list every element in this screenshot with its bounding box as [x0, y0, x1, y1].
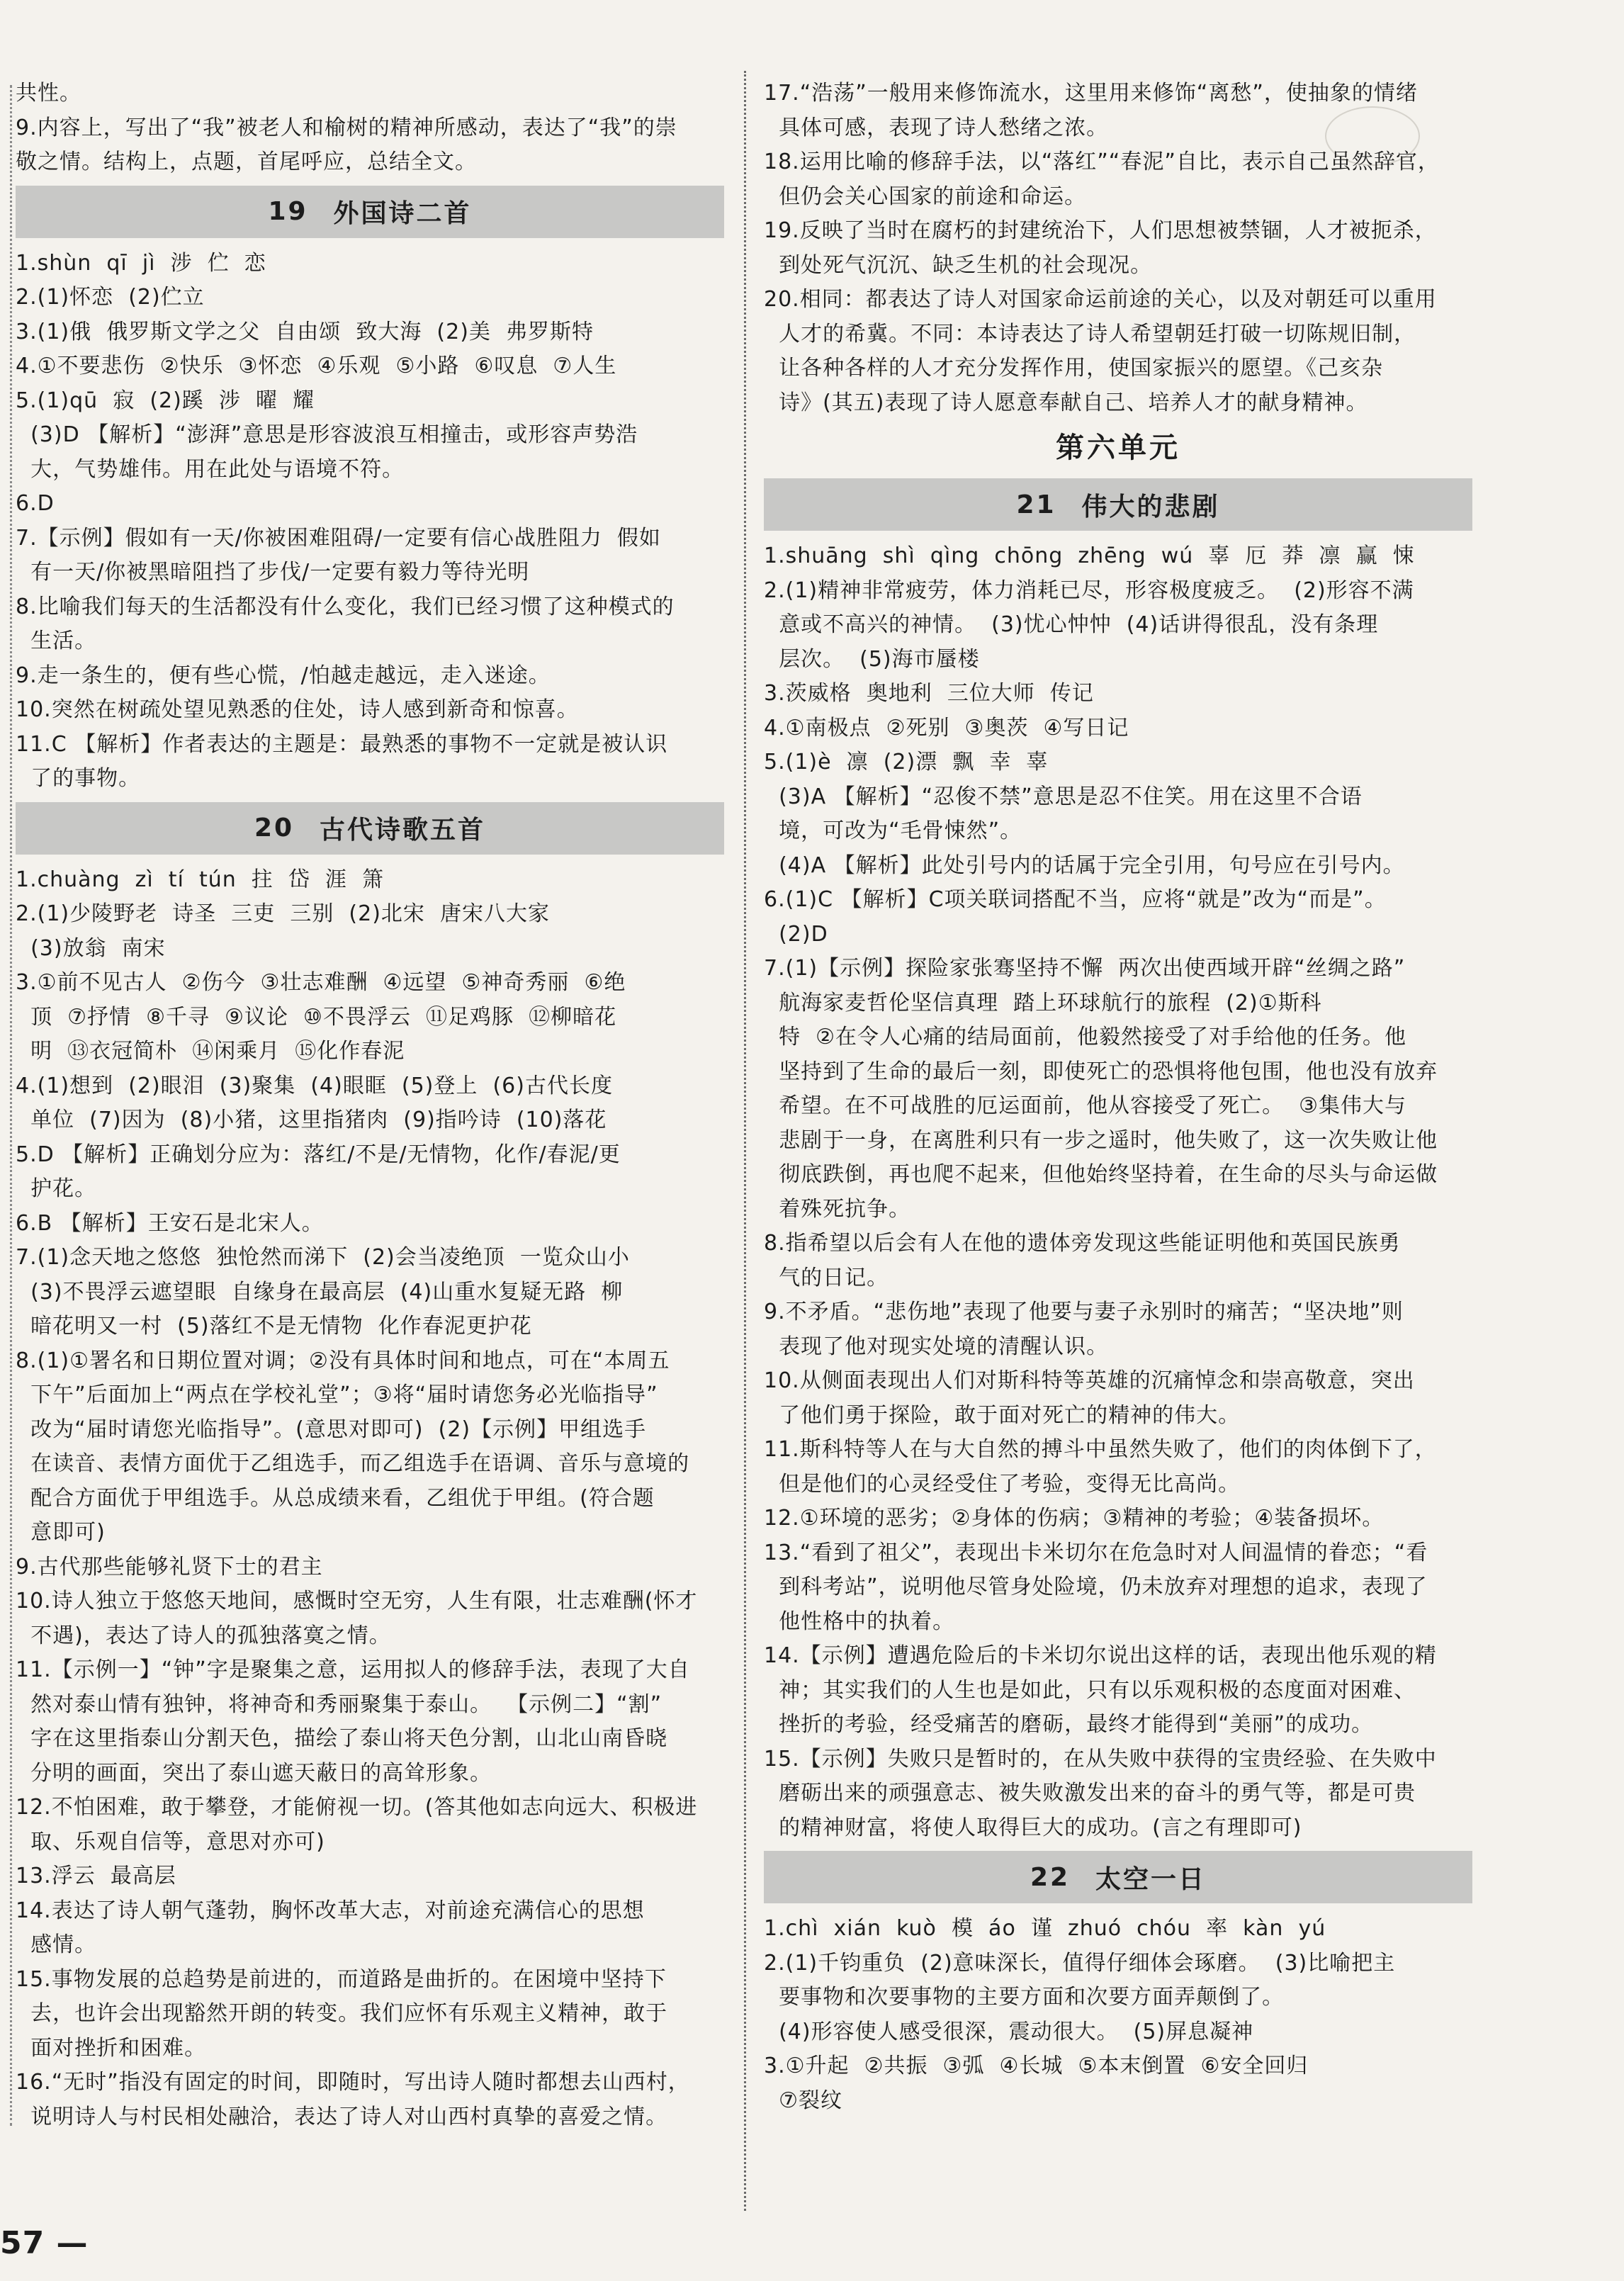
answer-line: 3.①升起 ②共振 ③弧 ④长城 ⑤本末倒置 ⑥安全回归	[764, 2054, 1309, 2078]
answer-line: 说明诗人与村民相处融洽，表达了诗人对山西村真挚的喜爱之情。	[16, 2104, 668, 2129]
answer-line: 6.D	[16, 491, 55, 516]
answer-line: 9.古代那些能够礼贤下士的君主	[16, 1554, 323, 1579]
answer-line: 14.表达了诗人朝气蓬勃，胸怀改革大志，对前途充满信心的思想	[16, 1898, 645, 1923]
section-title: 伟大的悲剧	[1081, 492, 1220, 522]
unit-title: 第六单元	[1056, 432, 1180, 464]
section-19-answers	[16, 247, 724, 796]
answer-line: 3.①前不见古人 ②伤今 ③壮志难酬 ④远望 ⑤神奇秀丽 ⑥绝	[16, 970, 626, 995]
page-number: 57 —	[0, 2225, 89, 2261]
answer-line: 5.(1)qū 寂 (2)蹊 涉 曜 耀	[16, 388, 315, 413]
answer-line: 6.B 【解析】王安石是北宋人。	[16, 1210, 324, 1236]
answer-line: 表现了他对现实处境的清醒认识。	[764, 1334, 1109, 1359]
section-title: 外国诗二首	[333, 199, 472, 228]
answer-line: 磨砺出来的顽强意志、被失败激发出来的奋斗的勇气等，都是可贵	[764, 1781, 1416, 1806]
answer-line: 20.相同：都表达了诗人对国家命运前途的关心，以及对朝廷可以重用	[764, 287, 1437, 312]
section-number: 20	[254, 813, 295, 843]
answer-line: 有一天/你被黑暗阻挡了步伐/一定要有毅力等待光明	[16, 560, 530, 585]
answer-line: 分明的画面，突出了泰山遮天蔽日的高耸形象。	[16, 1760, 492, 1786]
answer-line: 但是他们的心灵经受住了考验，变得无比高尚。	[764, 1471, 1241, 1497]
answer-line: 4.①南极点 ②死别 ③奥茨 ④写日记	[764, 715, 1129, 740]
answer-line: 单位 (7)因为 (8)小猪，这里指猪肉 (9)指吟诗 (10)落花	[16, 1108, 607, 1132]
answer-line: 10.突然在树疏处望见熟悉的住处，诗人感到新奇和惊喜。	[16, 697, 579, 722]
answer-line: 3.(1)俄 俄罗斯文学之父 自由颂 致大海 (2)美 弗罗斯特	[16, 319, 594, 344]
answer-line: 16.“无时”指没有固定的时间，即随时，写出诗人随时都想去山西村，	[16, 2070, 690, 2095]
answer-line: 11.【示例一】“钟”字是聚集之意，运用拟人的修辞手法，表现了大自	[16, 1657, 690, 1682]
answer-line: 层次。 (5)海市蜃楼	[764, 646, 980, 672]
answer-line: 15.【示例】失败只是暂时的，在从失败中获得的宝贵经验、在失败中	[764, 1746, 1437, 1772]
section-19-header	[16, 186, 724, 238]
answer-line: 9.不矛盾。“悲伤地”表现了他要与妻子永别时的痛苦；“坚决地”则	[764, 1300, 1404, 1324]
answer-line: 3.茨威格 奥地利 三位大师 传记	[764, 681, 1094, 706]
answer-line: 面对挫折和困难。	[16, 2035, 207, 2061]
answer-line: 8.(1)①署名和日期位置对调；②没有具体时间和地点，可在“本周五	[16, 1348, 670, 1373]
answer-line: 2.(1)千钧重负 (2)意味深长，值得仔细体会琢磨。 (3)比喻把主	[764, 1950, 1396, 1976]
answer-line: 特 ②在令人心痛的结局面前，他毅然接受了对手给他的任务。他	[764, 1025, 1407, 1049]
section-number: 21	[1016, 490, 1056, 519]
answer-line: (4)A 【解析】此处引号内的话属于完全引用，句号应在引号内。	[764, 852, 1405, 878]
section-20-answers	[16, 863, 724, 2135]
answer-line: 11.斯科特等人在与大自然的搏斗中虽然失败了，他们的肉体倒下了，	[764, 1437, 1437, 1462]
column-divider	[744, 71, 746, 2211]
answer-line: 护花。	[16, 1176, 97, 1201]
answer-line: 悲剧于一身，在离胜利只有一步之遥时，他失败了，这一次失败让他	[764, 1127, 1438, 1153]
section-22-answers	[764, 1912, 1472, 2118]
answer-line: 改为“届时请您光临指导”。(意思对即可) (2)【示例】甲组选手	[16, 1417, 647, 1442]
section-number: 19	[268, 197, 308, 226]
answer-line: 顶 ⑦抒情 ⑧千寻 ⑨议论 ⑩不畏浮云 ⑪足鸡豚 ⑫柳暗花	[16, 1004, 617, 1030]
answer-line: 1.shuāng shì qìng chōng zhēng wú 辜 厄 莽 凛 赢 悚	[764, 544, 1415, 568]
answer-line: 不遇)，表达了诗人的孤独落寞之情。	[16, 1623, 391, 1648]
answer-line: 9.内容上，写出了“我”被老人和榆树的精神所感动，表达了“我”的崇	[16, 115, 677, 140]
answer-line: 1.chuàng zì tí tún 拄 岱 涯 箫	[16, 867, 385, 892]
answer-line: 12.不怕困难，敢于攀登，才能俯视一切。(答其他如志向远大、积极进	[16, 1795, 698, 1820]
answer-line: 4.①不要悲伤 ②快乐 ③怀恋 ④乐观 ⑤小路 ⑥叹息 ⑦人生	[16, 354, 617, 378]
section-title: 古代诗歌五首	[320, 816, 486, 845]
answer-line: 航海家麦哲伦坚信真理 踏上环球航行的旅程 (2)①斯科	[764, 990, 1322, 1015]
answer-line: 坚持到了生命的最后一刻，即使死亡的恐惧将他包围，他也没有放弃	[764, 1059, 1438, 1084]
answer-line: 9.走一条生的，便有些心慌，/怕越走越远，走入迷途。	[16, 663, 551, 688]
answer-line: 生活。	[16, 629, 97, 653]
answer-line: 13.浮云 最高层	[16, 1864, 176, 1888]
answer-line: 大，气势雄伟。用在此处与语境不符。	[16, 456, 405, 482]
section-number: 22	[1030, 1862, 1071, 1892]
answer-line: 下午”后面加上“两点在学校礼堂”；③将“届时请您务必光临指导”	[16, 1382, 658, 1407]
answer-line: 13.“看到了祖父”，表现出卡米切尔在危急时对人间温情的眷恋；“看	[764, 1540, 1428, 1565]
answer-line: ⑦裂纹	[764, 2088, 842, 2113]
answer-line: 让各种各样的人才充分发挥作用，使国家振兴的愿望。《己亥杂	[764, 356, 1384, 381]
answer-line: 明 ⑬衣冠简朴 ⑭闲乘月 ⑮化作春泥	[16, 1039, 405, 1064]
answer-line: 18.运用比喻的修辞手法，以“落红”“春泥”自比，表示自己虽然辞官，	[764, 150, 1440, 174]
answer-line: 了的事物。	[16, 766, 141, 791]
answer-line: 他性格中的执着。	[764, 1609, 955, 1634]
answer-line: 2.(1)少陵野老 诗圣 三吏 三别 (2)北宋 唐宋八大家	[16, 901, 550, 926]
answer-line: 6.(1)C 【解析】C项关联词搭配不当，应将“就是”改为“而是”。	[764, 887, 1387, 912]
answer-line: 共性。	[16, 81, 81, 106]
answer-line: 5.D 【解析】正确划分应为：落红/不是/无情物，化作/春泥/更	[16, 1142, 621, 1167]
answer-line: 境，可改为“毛骨悚然”。	[764, 818, 1022, 843]
right-column	[764, 77, 1472, 2118]
answer-line: 7.(1)念天地之悠悠 独怆然而涕下 (2)会当凌绝顶 一览众山小	[16, 1245, 630, 1270]
section-21-answers	[764, 539, 1472, 1845]
answer-line: 2.(1)怀恋 (2)伫立	[16, 285, 205, 310]
answer-line: 10.诗人独立于悠悠天地间，感慨时空无穷，人生有限，壮志难酬(怀才	[16, 1589, 698, 1613]
left-continuation	[16, 77, 724, 180]
answer-line: 10.从侧面表现出人们对斯科特等英雄的沉痛悼念和崇高敬意，突出	[764, 1368, 1415, 1393]
answer-line: (3)A 【解析】“忍俊不禁”意思是忍不住笑。用在这里不合语	[764, 784, 1363, 809]
answer-line: 敬之情。结构上，点题，首尾呼应，总结全文。	[16, 150, 477, 174]
answer-line: 然对泰山情有独钟，将神奇和秀丽聚集于泰山。 【示例二】“割”	[16, 1691, 662, 1717]
answer-line: 彻底跌倒，再也爬不起来，但他始终坚持着，在生命的尽头与命运做	[764, 1162, 1438, 1187]
section-21-header	[764, 478, 1472, 531]
answer-line: 11.C 【解析】作者表达的主题是：最熟悉的事物不一定就是被认识	[16, 731, 668, 757]
answer-line: 12.①环境的恶劣；②身体的伤病；③精神的考验；④装备损坏。	[764, 1506, 1385, 1531]
answer-line: 4.(1)想到 (2)眼泪 (3)聚集 (4)眼眶 (5)登上 (6)古代长度	[16, 1073, 613, 1098]
section-title: 太空一日	[1095, 1864, 1207, 1894]
answer-line: 取、乐观自信等，意思对亦可)	[16, 1829, 325, 1854]
answer-line: 在读音、表情方面优于乙组选手，而乙组选手在语调、音乐与意境的	[16, 1451, 690, 1476]
answer-line: 挫折的考验，经受痛苦的磨砺，最终才能得到“美丽”的成功。	[764, 1712, 1374, 1737]
answer-line: 人才的希冀。不同：本诗表达了诗人希望朝廷打破一切陈规旧制，	[764, 321, 1416, 347]
answer-line: (2)D	[764, 921, 828, 947]
answer-line: 5.(1)è 凛 (2)漂 飘 幸 辜	[764, 750, 1049, 775]
answer-line: 神；其实我们的人生也是如此，只有以乐观积极的态度面对困难、	[764, 1677, 1416, 1703]
answer-line: 1.shùn qī jì 涉 伫 恋	[16, 250, 266, 276]
answer-line: 8.比喻我们每天的生活都没有什么变化，我们已经习惯了这种模式的	[16, 594, 675, 619]
answer-line: 气的日记。	[764, 1265, 889, 1290]
answer-line: 1.chì xián kuò 模 áo 谨 zhuó chóu 率 kàn yú	[764, 1916, 1326, 1941]
answer-line: 7.【示例】假如有一天/你被困难阻碍/一定要有信心战胜阻力 假如	[16, 525, 661, 551]
answer-line: 8.指希望以后会有人在他的遗体旁发现这些能证明他和英国民族勇	[764, 1231, 1401, 1256]
answer-line: (3)D 【解析】“澎湃”意思是形容波浪互相撞击，或形容声势浩	[16, 422, 638, 447]
answer-line: 意即可)	[16, 1520, 106, 1545]
section-20-header	[16, 802, 724, 855]
answer-line: 要事物和次要事物的主要方面和次要方面弄颠倒了。	[764, 1985, 1285, 2010]
answer-line: (3)放翁 南宋	[16, 935, 166, 961]
answer-line: 暗花明又一村 (5)落红不是无情物 化作春泥更护花	[16, 1314, 532, 1339]
answer-line: 去，也许会出现豁然开朗的转变。我们应怀有乐观主义精神，敢于	[16, 2001, 668, 2026]
answer-line: 希望。在不可战胜的厄运面前，他从容接受了死亡。 ③集伟大与	[764, 1093, 1407, 1118]
left-column	[16, 77, 724, 2134]
answer-line: (3)不畏浮云遮望眼 自缘身在最高层 (4)山重水复疑无路 柳	[16, 1279, 624, 1305]
answer-line: 但仍会关心国家的前途和命运。	[764, 184, 1087, 209]
answer-line: 着殊死抗争。	[764, 1196, 911, 1222]
answer-line: 字在这里指泰山分割天色，描绘了泰山将天色分割，山北山南昏晓	[16, 1726, 668, 1751]
section-22-header	[764, 1851, 1472, 1903]
answer-line: 具体可感，表现了诗人愁绪之浓。	[764, 115, 1109, 140]
answer-line: 19.反映了当时在腐朽的封建统治下，人们思想被禁锢，人才被扼杀，	[764, 218, 1437, 243]
answer-line: 意或不高兴的神情。 (3)忧心忡忡 (4)话讲得很乱，没有条理	[764, 612, 1379, 637]
answer-line: 配合方面优于甲组选手。从总成绩来看，乙组优于甲组。(符合题	[16, 1485, 655, 1511]
answer-line: 的精神财富，将使人取得巨大的成功。(言之有理即可)	[764, 1815, 1302, 1840]
answer-line: 17.“浩荡”一般用来修饰流水，这里用来修饰“离愁”，使抽象的情绪	[764, 81, 1418, 106]
answer-line: (4)形容使人感受很深，震动很大。 (5)屏息凝神	[764, 2019, 1254, 2044]
answer-line: 7.(1)【示例】探险家张骞坚持不懈 两次出使西域开辟“丝绸之路”	[764, 956, 1406, 981]
answer-line: 2.(1)精神非常疲劳，体力消耗已尽，形容极度疲乏。 (2)形容不满	[764, 578, 1414, 603]
binding-edge	[10, 85, 12, 2126]
answer-line: 到科考站”，说明他尽管身处险境，仍未放弃对理想的追求，表现了	[764, 1575, 1428, 1599]
answer-line: 14.【示例】遭遇危险后的卡米切尔说出这样的话，表现出他乐观的精	[764, 1643, 1437, 1668]
answer-line: 15.事物发展的总趋势是前进的，而道路是曲折的。在困境中坚持下	[16, 1966, 667, 1992]
answer-line: 感情。	[16, 1932, 97, 1957]
answer-line: 诗》(其五)表现了诗人愿意奉献自己、培养人才的献身精神。	[764, 390, 1368, 415]
answer-line: 了他们勇于探险，敢于面对死亡的精神的伟大。	[764, 1402, 1241, 1428]
answer-line: 到处死气沉沉、缺乏生机的社会现况。	[764, 252, 1153, 278]
right-continuation	[764, 77, 1472, 420]
